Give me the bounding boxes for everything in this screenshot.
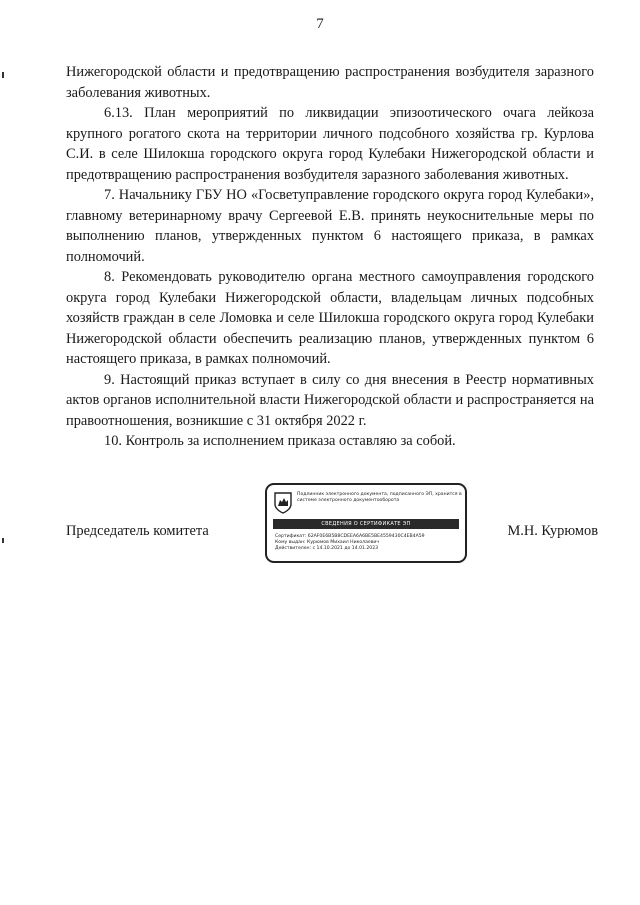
certificate-number: Сертификат: 62AF0E6B5B8CDEEA6A6BE5BE4559430C4EB4A59 bbox=[275, 534, 425, 539]
stamp-note: Подлинник электронного документа, подписанного ЭП, хранится в системе электронного документооборота bbox=[297, 492, 462, 503]
paragraph: Нижегородской области и предотвращению распространения возбудителя заразного заболевания животных. bbox=[66, 64, 594, 101]
paragraph: 10. Контроль за исполнением приказа оставляю за собой. bbox=[104, 433, 456, 449]
signer-title: Председатель комитета bbox=[66, 523, 209, 539]
paragraph: 7. Начальнику ГБУ НО «Госветуправление городского округа город Кулебаки», главному ветеринарному врачу Сергеевой Е.В. принять неукоснительные меры по выполнению планов, утвержденных пунктом 6 настоящего приказа, в рамках полномочий. bbox=[66, 187, 594, 265]
electronic-signature-stamp bbox=[265, 483, 467, 563]
margin-mark bbox=[2, 538, 4, 543]
document-body bbox=[66, 62, 594, 452]
paragraph: 9. Настоящий приказ вступает в силу со дня внесения в Реестр нормативных актов органов исполнительной власти Нижегородской области и распространяется на правоотношения, возникшие с 31 октября 2022 г. bbox=[66, 371, 594, 429]
coat-of-arms-icon bbox=[273, 491, 293, 515]
signer-name: М.Н. Курюмов bbox=[507, 523, 598, 539]
margin-mark bbox=[2, 72, 4, 78]
stamp-header: СВЕДЕНИЯ О СЕРТИФИКАТЕ ЭП bbox=[273, 519, 459, 529]
page-number: 7 bbox=[316, 16, 324, 32]
paragraph: 8. Рекомендовать руководителю органа местного самоуправления городского округа город Кулебаки Нижегородской области, владельцам личных подсобных хозяйств граждан в селе Ломовка и селе Шилокша городского округа город Кулебаки Нижегородской области обеспечить реализацию планов, утвержденных пунктом 6 настоящего приказа, в рамках полномочий. bbox=[66, 269, 594, 367]
certificate-validity: Действителен: с 14.10.2021 до 14.01.2023 bbox=[275, 546, 379, 552]
certificate-owner: Кому выдан: Курюмов Михаил Николаевич bbox=[275, 540, 380, 546]
stamp-details bbox=[275, 534, 461, 553]
paragraph: 6.13. План мероприятий по ликвидации эпизоотического очага лейкоза крупного рогатого скота на территории личного подсобного хозяйства гр. Курлова С.И. в селе Шилокша городского округа город Кулебаки Нижегородской области и предотвращению распространения возбудителя заразного заболевания животных. bbox=[66, 105, 594, 183]
